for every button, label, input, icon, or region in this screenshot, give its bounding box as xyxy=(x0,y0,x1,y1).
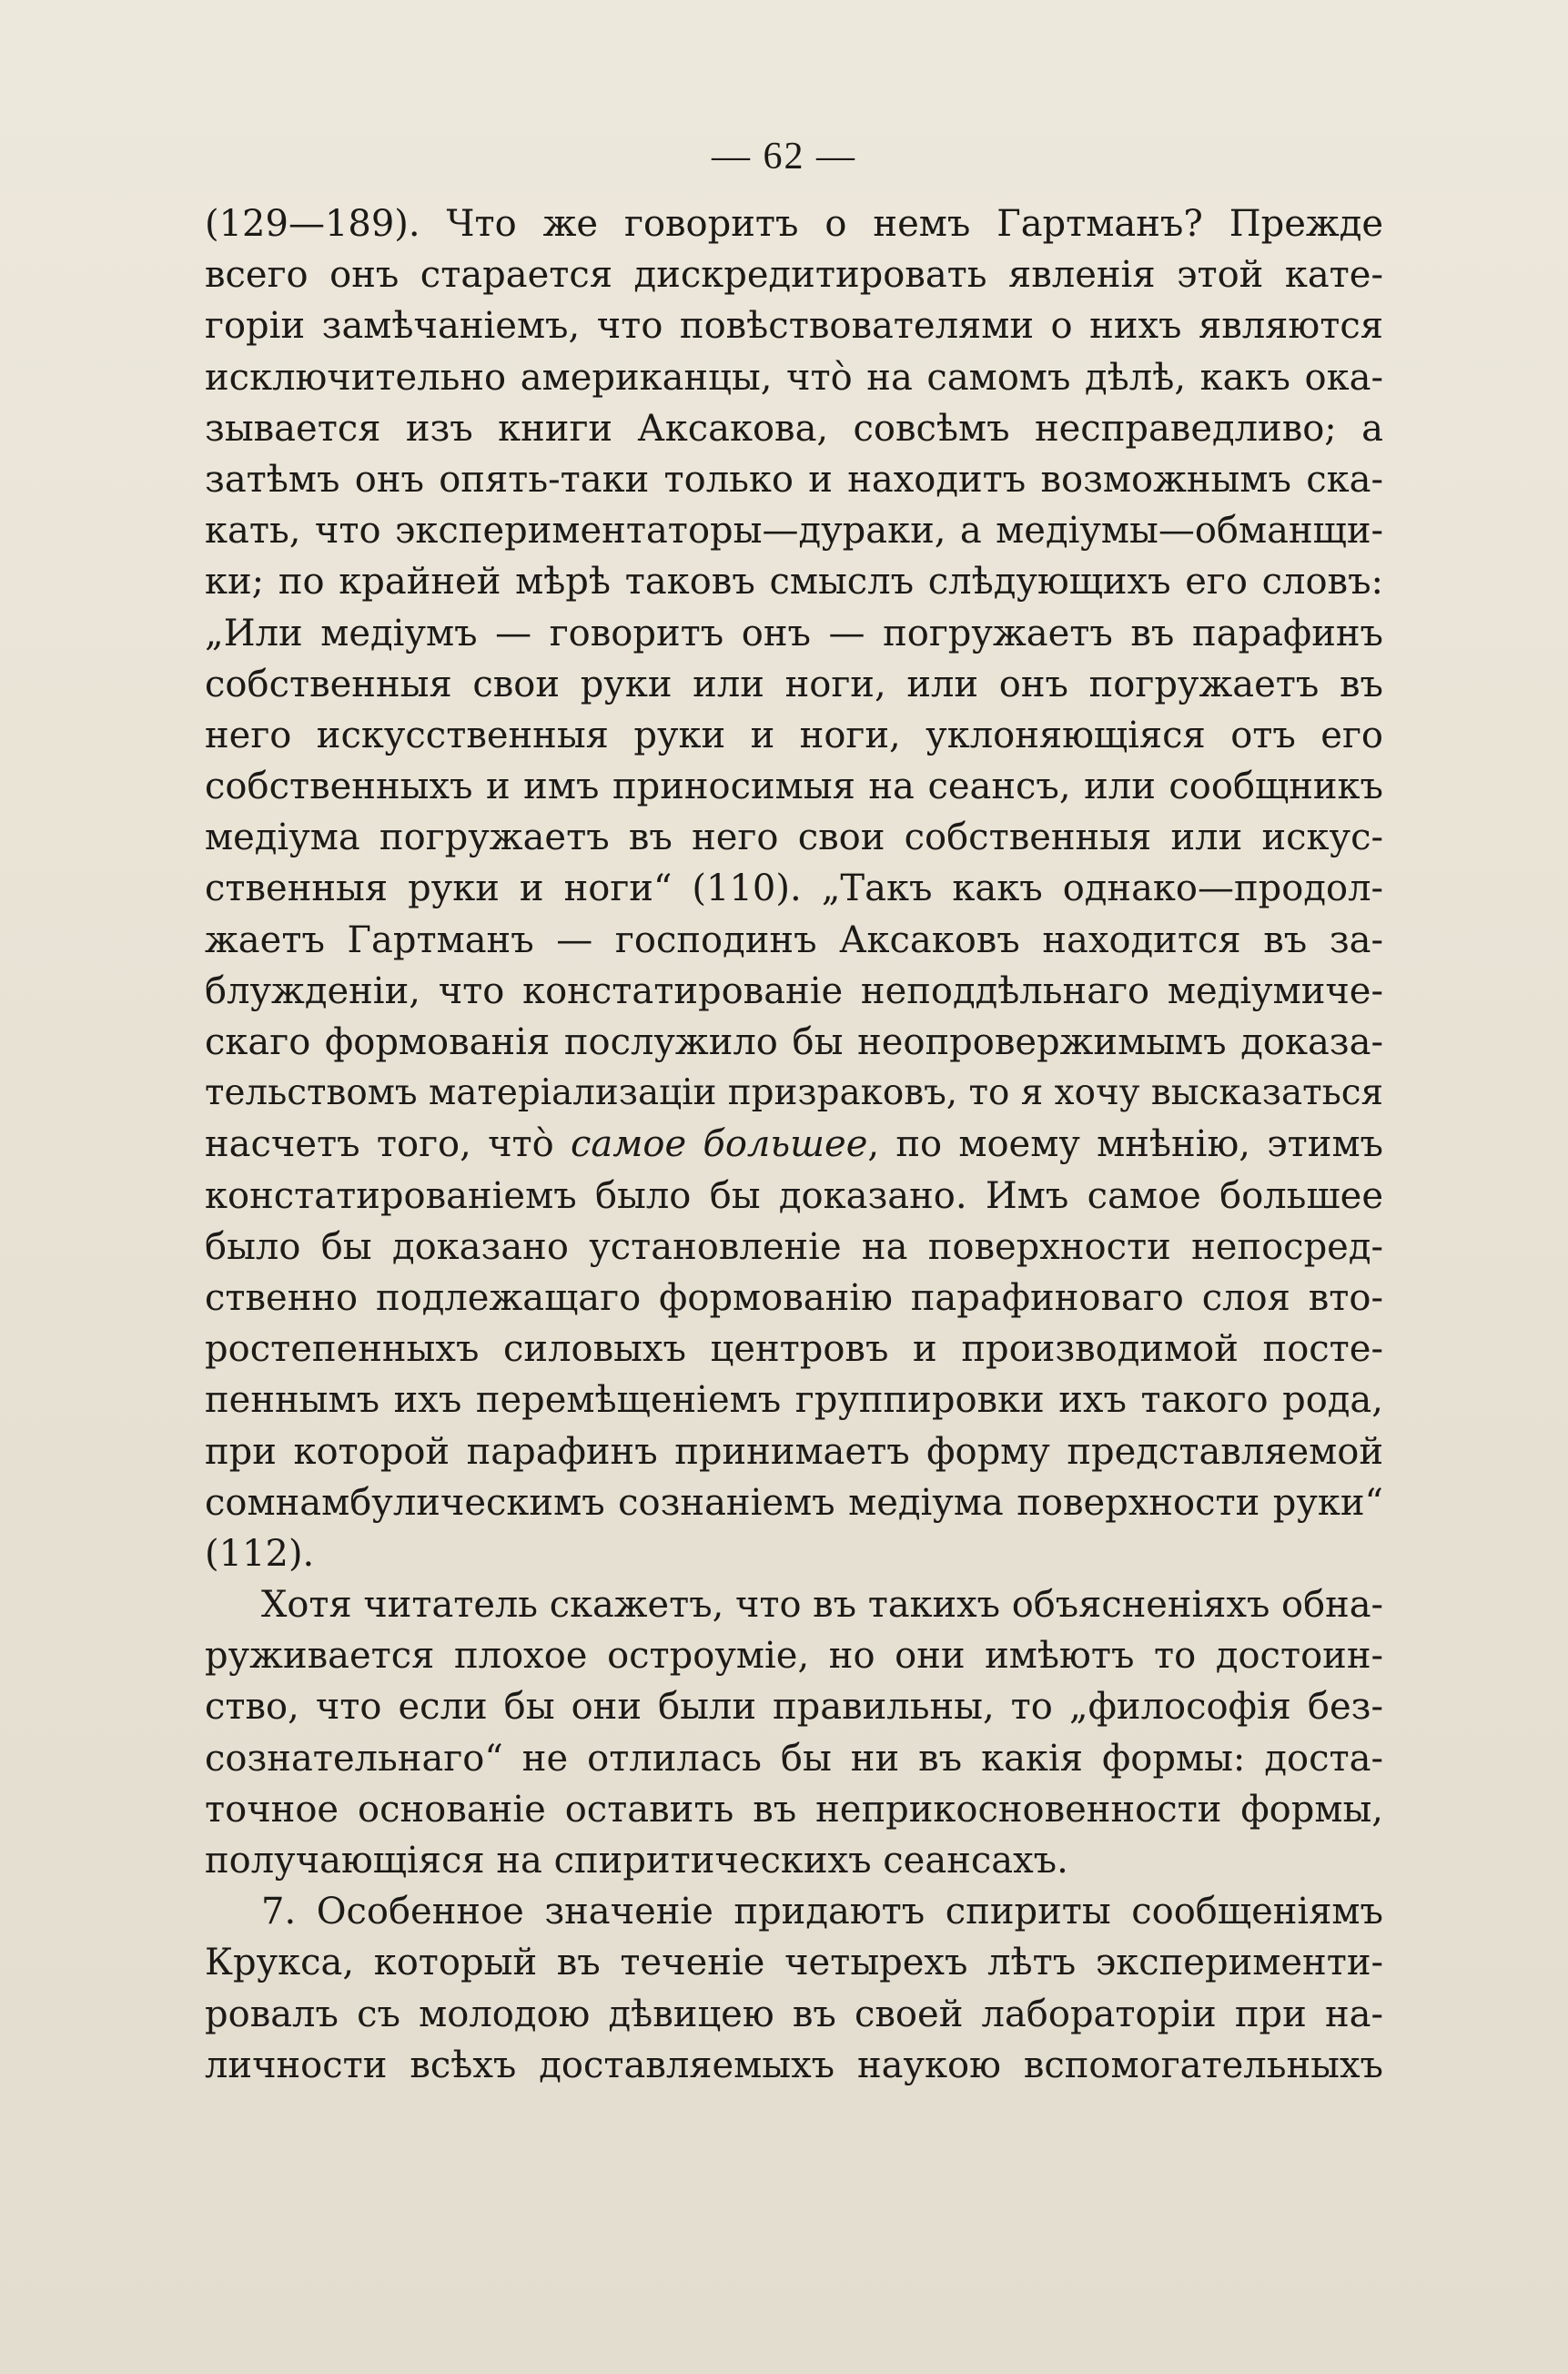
text-line-segment: , по моему мнѣнію, этимъ xyxy=(867,1123,1384,1166)
text-line: констатированіемъ было бы доказано. Имъ самое большее xyxy=(205,1174,1383,1217)
page-number: — 62 — xyxy=(712,136,856,178)
emphasized-text: самое большее xyxy=(570,1123,868,1166)
text-line: (112). xyxy=(205,1532,315,1575)
text-line: собственныя свои руки или ноги, или онъ погружаетъ въ xyxy=(205,663,1383,705)
text-line: скаго формованія послужило бы неопровержимымъ доказа- xyxy=(205,1021,1383,1063)
page-body-text xyxy=(205,198,1383,2091)
text-line: блужденіи, что констатированіе неподдѣльнаго медіумиче- xyxy=(205,969,1383,1012)
text-line: исключительно американцы, что̀ на самомъ дѣлѣ, какъ ока- xyxy=(205,356,1383,399)
text-line: Крукса, который въ теченіе четырехъ лѣтъ эксперименти- xyxy=(205,1942,1383,1984)
text-line: ство, что если бы они были правильны, то „философія без- xyxy=(205,1686,1383,1729)
text-line xyxy=(205,1119,1383,1170)
text-line: личности всѣхъ доставляемыхъ наукою вспомогательныхъ xyxy=(205,2044,1383,2086)
text-line: кать, что экспериментаторы—дураки, а медіумы—обманщи- xyxy=(205,510,1383,553)
text-line: „Или медіумъ — говоритъ онъ — погружаетъ въ парафинъ xyxy=(205,612,1383,654)
text-line: Хотя читатель скажетъ, что въ такихъ объясненіяхъ обна- xyxy=(261,1584,1383,1627)
text-line: ки; по крайней мѣрѣ таковъ смыслъ слѣдующихъ его словъ: xyxy=(205,561,1383,604)
text-line: было бы доказано установленіе на поверхности непосред- xyxy=(205,1225,1383,1268)
text-line: сомнамбулическимъ сознаніемъ медіума поверхности руки“ xyxy=(205,1481,1383,1524)
text-line: при которой парафинъ принимаетъ форму представляемой xyxy=(205,1430,1383,1473)
text-line: точное основаніе оставить въ неприкосновенности формы, xyxy=(205,1788,1383,1831)
text-line: медіума погружаетъ въ него свои собственныя или искус- xyxy=(205,817,1383,859)
text-line: затѣмъ онъ опять-таки только и находитъ возможнымъ ска- xyxy=(205,458,1383,501)
text-line-segment: насчетъ того, что̀ xyxy=(205,1123,571,1166)
text-line: сознательнаго“ не отлилась бы ни въ какія формы: доста- xyxy=(205,1737,1383,1780)
text-line: тельствомъ матеріализаціи призраковъ, то я хочу высказаться xyxy=(205,1072,1383,1114)
text-line: пеннымъ ихъ перемѣщеніемъ группировки ихъ такого рода, xyxy=(205,1379,1383,1422)
text-line: ровалъ съ молодою дѣвицею въ своей лабораторіи при на- xyxy=(205,1993,1383,2035)
text-line: (129—189). Что же говоритъ о немъ Гартманъ? Прежде xyxy=(205,203,1383,245)
text-line: ростепенныхъ силовыхъ центровъ и производимой посте- xyxy=(205,1328,1383,1371)
text-line: 7. Особенное значеніе придаютъ спириты сообщеніямъ xyxy=(261,1891,1383,1933)
text-line: всего онъ старается дискредитировать явленія этой кате- xyxy=(205,254,1383,297)
text-line: него искусственныя руки и ноги, уклоняющіяся отъ его xyxy=(205,714,1383,756)
text-line: получающіяся на спиритическихъ сеансахъ. xyxy=(205,1840,1068,1882)
text-line: горіи замѣчаніемъ, что повѣствователями о нихъ являются xyxy=(205,305,1383,348)
text-line: жаетъ Гартманъ — господинъ Аксаковъ находится въ за- xyxy=(205,918,1383,961)
text-line: зывается изъ книги Аксакова, совсѣмъ несправедливо; а xyxy=(205,407,1383,450)
text-line: руживается плохое остроуміе, но они имѣютъ то достоин- xyxy=(205,1635,1383,1678)
text-line: собственныхъ и имъ приносимыя на сеансъ, или сообщникъ xyxy=(205,766,1383,808)
text-line: ственныя руки и ноги“ (110). „Такъ какъ однако—продол- xyxy=(205,867,1383,910)
text-line: ственно подлежащаго формованію парафиноваго слоя вто- xyxy=(205,1276,1383,1319)
